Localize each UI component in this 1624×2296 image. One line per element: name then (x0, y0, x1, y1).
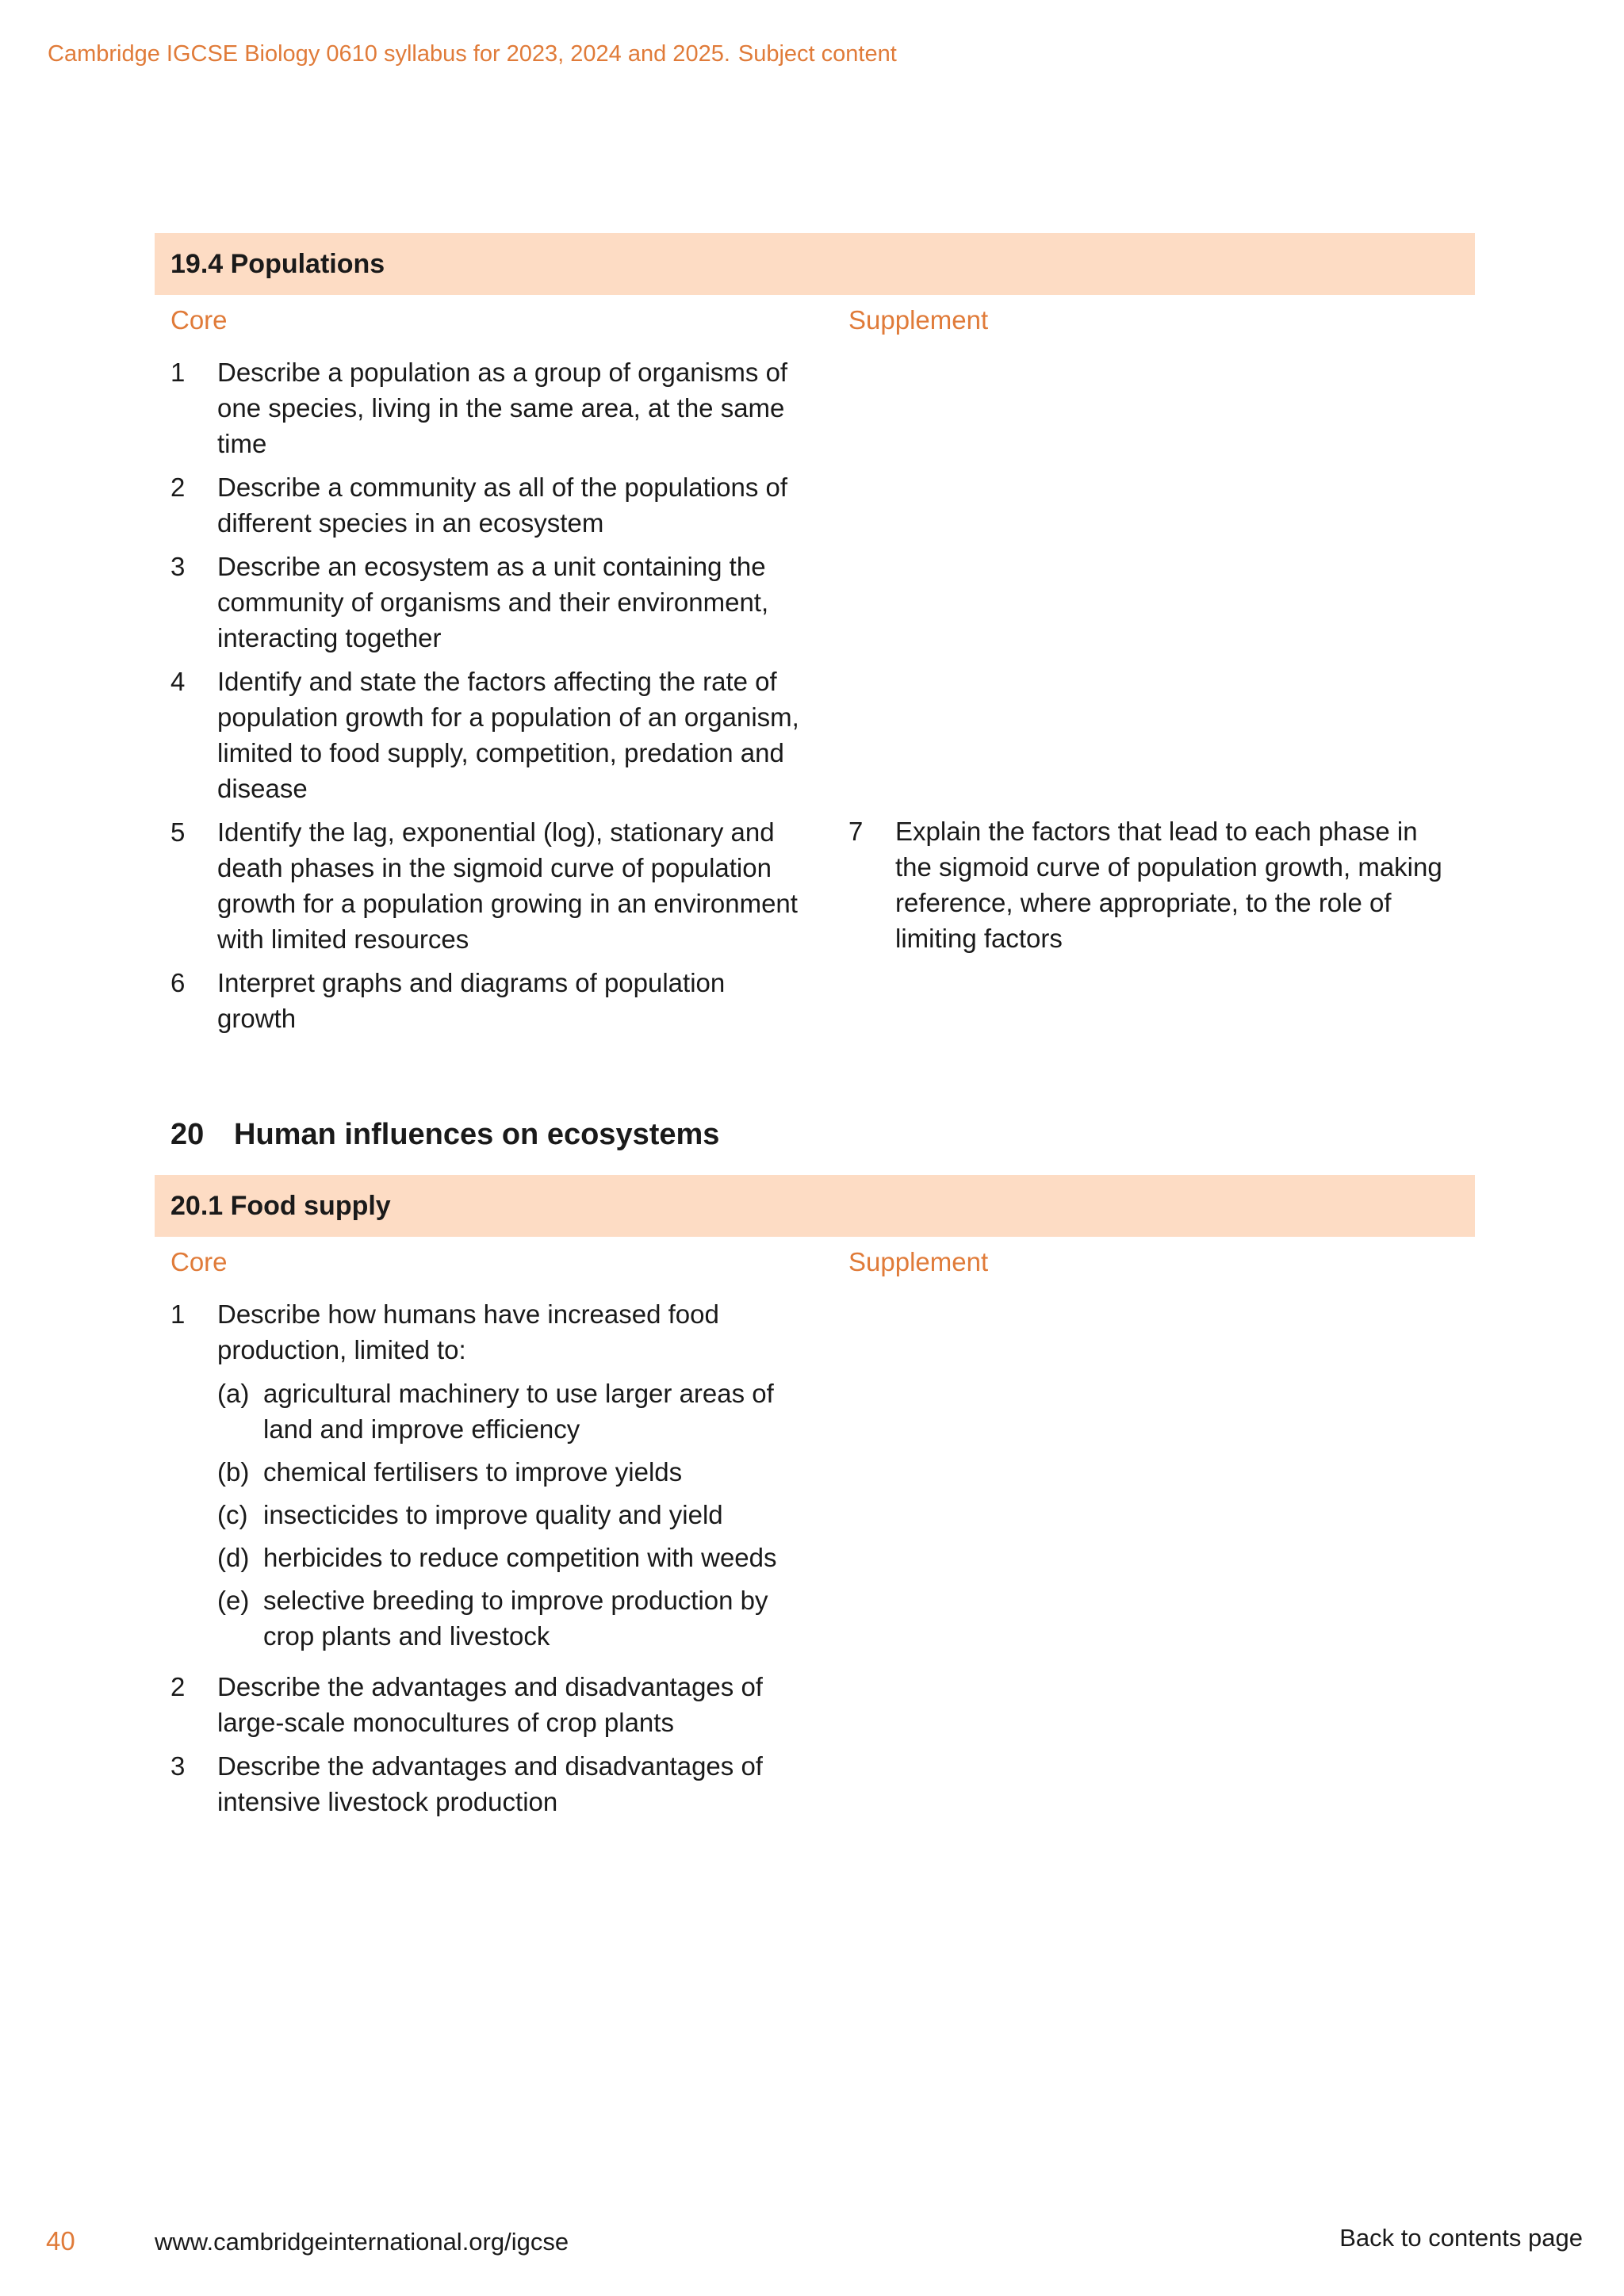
section-banner-populations (155, 233, 1475, 295)
list-item (170, 549, 805, 656)
sub-list-item (217, 1540, 805, 1575)
list-item (170, 814, 805, 957)
item-text: Describe an ecosystem as a unit containing the community of organisms and their environment, interacting together (217, 552, 769, 652)
core-column-heading: Core (170, 1247, 228, 1276)
sub-item-text: insecticides to improve quality and yield (263, 1500, 723, 1529)
item-number: 1 (170, 358, 186, 387)
sub-item-letter: (d) (217, 1543, 250, 1572)
list-item (170, 469, 805, 541)
supplement-column-heading: Supplement (848, 1247, 989, 1276)
item-text: Describe how humans have increased food production, limited to: (217, 1299, 719, 1364)
item-number: 6 (170, 968, 186, 997)
item-text: Describe the advantages and disadvantages of intensive livestock production (217, 1751, 763, 1816)
header-section: Subject content (737, 41, 897, 67)
supplement-list (848, 813, 1451, 964)
item-number: 5 (170, 817, 186, 847)
sub-item-letter: (b) (217, 1457, 250, 1487)
running-header (48, 41, 897, 67)
item-number: 3 (170, 552, 186, 581)
sub-item-text: chemical fertilisers to improve yields (263, 1457, 683, 1487)
item-text: Identify the lag, exponential (log), stationary and death phases in the sigmoid curve of population growth for a population growing in an environment with limited resources (217, 817, 798, 954)
header-title: Cambridge IGCSE Biology 0610 syllabus for 2023, 2024 and 2025. (48, 41, 730, 67)
sub-item-letter: (c) (217, 1500, 248, 1529)
list-item (170, 1748, 805, 1820)
sub-list-item (217, 1454, 805, 1490)
item-text: Explain the factors that lead to each phase in the sigmoid curve of population growth, making reference, where appropriate, to the role of limiting factors (895, 817, 1442, 953)
item-text: Describe a population as a group of organisms of one species, living in the same area, at the same time (217, 358, 788, 458)
section-title: 19.4 Populations (170, 248, 385, 279)
sub-item-text: herbicides to reduce competition with weeds (263, 1543, 777, 1572)
chapter-number: 20 (170, 1118, 205, 1151)
sub-item-text: agricultural machinery to use larger areas of land and improve efficiency (263, 1379, 774, 1444)
item-number: 1 (170, 1299, 186, 1329)
list-item (170, 354, 805, 461)
item-number: 4 (170, 667, 186, 696)
core-list (170, 1296, 805, 1827)
back-to-contents-link[interactable]: Back to contents page (1339, 2224, 1583, 2252)
sub-list (217, 1376, 805, 1654)
item-number: 2 (170, 1672, 186, 1701)
sub-list-item (217, 1497, 805, 1533)
sub-list-item (217, 1582, 805, 1654)
footer-url: www.cambridgeinternational.org/igcse (155, 2228, 569, 2256)
item-number: 7 (848, 817, 864, 846)
chapter-title: Human influences on ecosystems (234, 1118, 720, 1151)
section-banner-food-supply (155, 1175, 1475, 1237)
sub-item-letter: (e) (217, 1586, 250, 1615)
item-text: Describe the advantages and disadvantages of large-scale monocultures of crop plants (217, 1672, 763, 1737)
list-item (170, 965, 805, 1036)
item-number: 3 (170, 1751, 186, 1781)
section-title: 20.1 Food supply (170, 1190, 391, 1221)
sub-item-text: selective breeding to improve production by crop plants and livestock (263, 1586, 768, 1651)
core-column-heading: Core (170, 305, 228, 335)
page-number: 40 (46, 2226, 75, 2256)
supplement-column-heading: Supplement (848, 305, 989, 335)
item-number: 2 (170, 473, 186, 502)
chapter-heading (170, 1118, 719, 1152)
list-item (170, 1669, 805, 1740)
sub-item-letter: (a) (217, 1379, 250, 1408)
list-item (170, 1296, 805, 1661)
item-text: Interpret graphs and diagrams of population growth (217, 968, 726, 1033)
item-text: Describe a community as all of the populations of different species in an ecosystem (217, 473, 788, 538)
sub-list-item (217, 1376, 805, 1447)
core-list (170, 354, 805, 1044)
list-item (848, 813, 1451, 956)
item-text: Identify and state the factors affecting the rate of population growth for a population of an organism, limited to food supply, competition, predation and disease (217, 667, 799, 803)
list-item (170, 664, 805, 806)
